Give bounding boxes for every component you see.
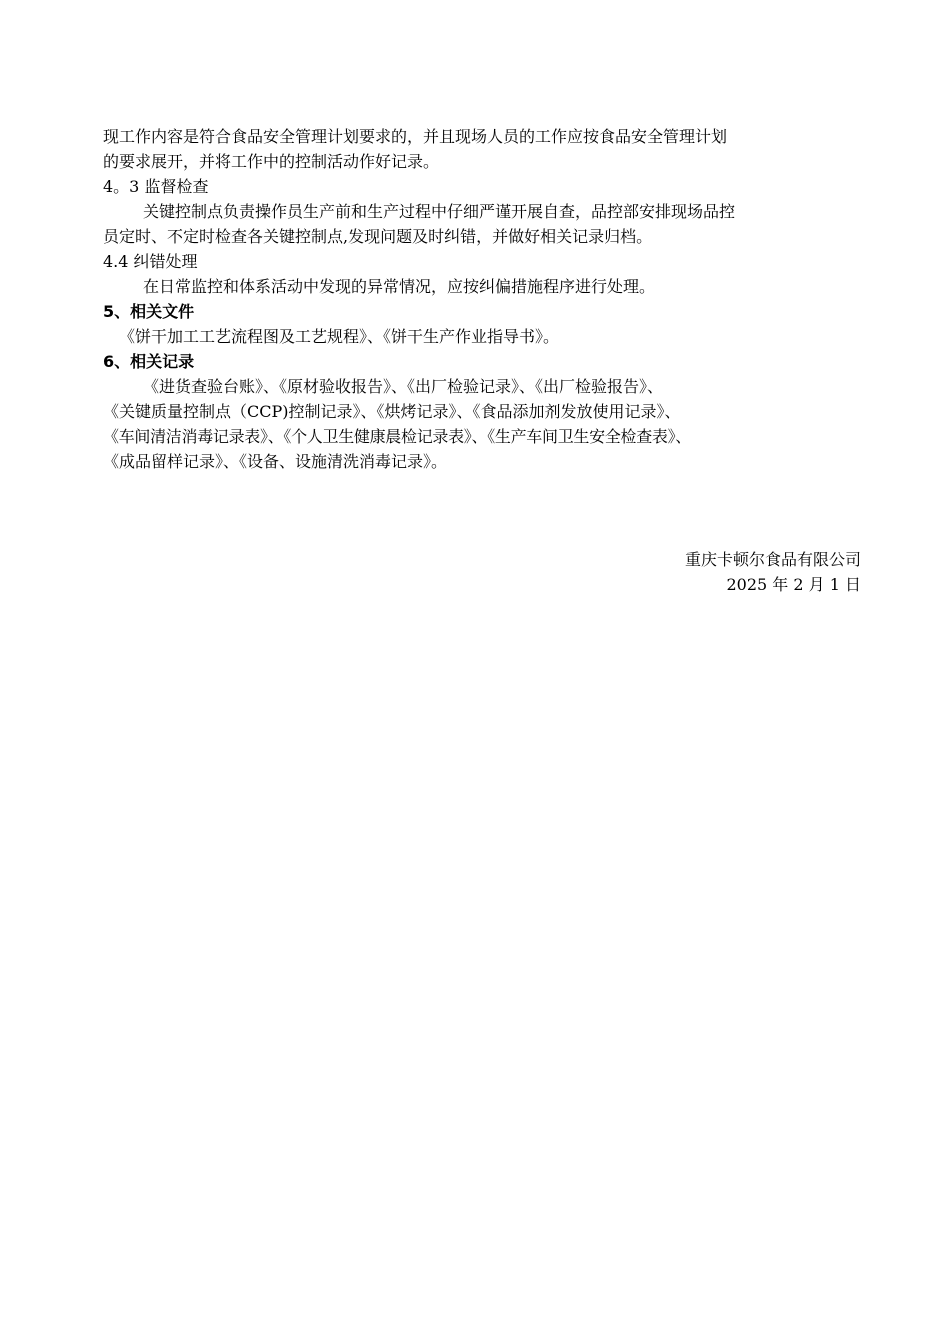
section-5-title: 5、相关文件 <box>103 302 195 321</box>
intro-line-1: 现工作内容是符合食品安全管理计划要求的，并且现场人员的工作应按食品安全管理计划 <box>103 127 728 146</box>
section-6-line-4: 《成品留样记录》、《设备、设施清洗消毒记录》。 <box>103 452 448 471</box>
section-4-3-line-1: 关键控制点负责操作员生产前和生产过程中仔细严谨开展自查，品控部安排现场品控 <box>143 202 736 221</box>
section-4-3-title: 4。3 监督检查 <box>103 177 209 196</box>
signature-date: 2025 年 2 月 1 日 <box>726 575 861 594</box>
document-body <box>103 124 863 474</box>
section-6-line-1: 《进货查验台账》、《原材验收报告》、《出厂检验记录》、《出厂检验报告》、 <box>143 377 664 396</box>
section-6-line-3: 《车间清洁消毒记录表》、《个人卫生健康晨检记录表》、《生产车间卫生安全检查表》、 <box>103 427 692 446</box>
section-4-4-line-1: 在日常监控和体系活动中发现的异常情况，应按纠偏措施程序进行处理。 <box>143 277 656 296</box>
signature-company: 重庆卡顿尔食品有限公司 <box>684 550 861 569</box>
section-6-line-2: 《关键质量控制点（CCP)控制记录》、《烘烤记录》、《食品添加剂发放使用记录》、 <box>103 402 681 421</box>
section-4-3-line-2: 员定时、不定时检查各关键控制点,发现问题及时纠错，并做好相关记录归档。 <box>103 227 653 246</box>
section-5-line-1: 《饼干加工工艺流程图及工艺规程》、《饼干生产作业指导书》。 <box>119 327 560 346</box>
signature-block <box>685 547 861 597</box>
intro-line-2: 的要求展开，并将工作中的控制活动作好记录。 <box>103 152 440 171</box>
section-4-4-title: 4.4 纠错处理 <box>103 252 198 271</box>
section-6-title: 6、相关记录 <box>103 352 195 371</box>
